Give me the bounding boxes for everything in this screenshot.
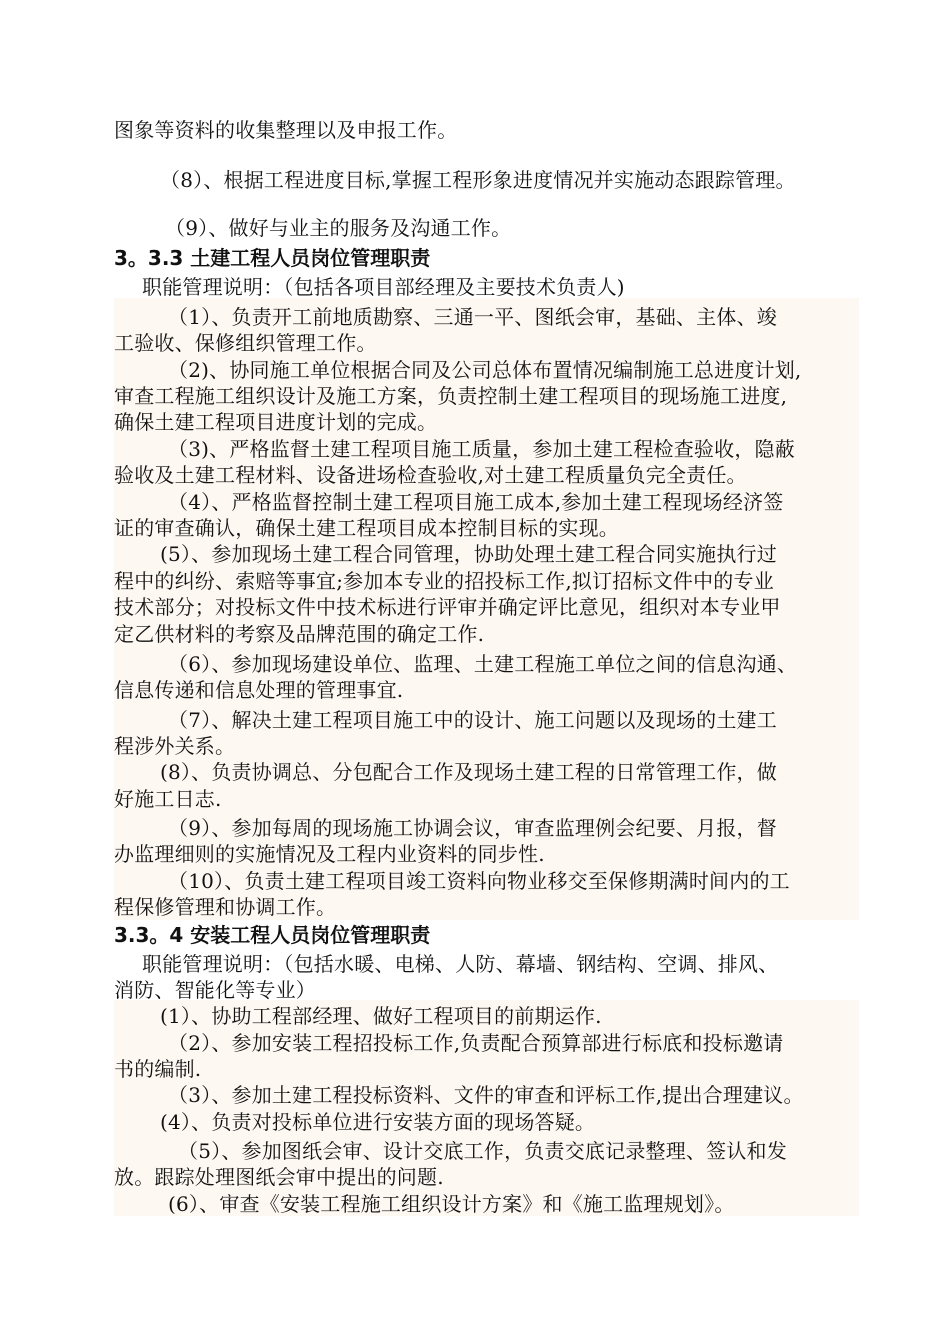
sec333-line: （9）、参加每周的现场施工协调会议，审查监理例会纪要、月报，督 bbox=[168, 816, 777, 840]
sec333-line: 审查工程施工组织设计及施工方案，负责控制土建工程项目的现场施工进度, bbox=[114, 384, 788, 408]
sec333-line: 办监理细则的实施情况及工程内业资料的同步性. bbox=[114, 842, 545, 866]
paragraph-9: （9）、做好与业主的服务及沟通工作。 bbox=[165, 216, 512, 240]
sec334-line: 放。跟踪处理图纸会审中提出的问题. bbox=[114, 1165, 444, 1189]
sec333-line: （6）、参加现场建设单位、监理、土建工程施工单位之间的信息沟通、 bbox=[168, 652, 798, 676]
section-333-intro: 职能管理说明：（包括各项目部经理及主要技术负责人) bbox=[142, 275, 625, 299]
sec333-line: 程保修管理和协调工作。 bbox=[114, 895, 337, 919]
sec334-line: (6）、审查《安装工程施工组织设计方案》和《施工监理规划》。 bbox=[168, 1192, 735, 1216]
paragraph-8: （8）、根据工程进度目标,掌握工程形象进度情况并实施动态跟踪管理。 bbox=[160, 168, 796, 192]
sec333-line: （3)、严格监督土建工程项目施工质量，参加土建工程检查验收，隐蔽 bbox=[168, 437, 795, 461]
sec333-line: 工验收、保修组织管理工作。 bbox=[114, 331, 377, 355]
sec333-line: (5）、参加现场土建工程合同管理，协助处理土建工程合同实施执行过 bbox=[160, 542, 777, 566]
sec333-line: （2)、协同施工单位根据合同及公司总体布置情况编制施工总进度计划, bbox=[168, 358, 802, 382]
sec333-line: 验收及土建工程材料、设备进场检查验收,对土建工程质量负完全责任。 bbox=[114, 463, 747, 487]
sec334-line: （2）、参加安装工程招投标工作,负责配合预算部进行标底和投标邀请 bbox=[168, 1031, 784, 1055]
sec334-line: (1）、协助工程部经理、做好工程项目的前期运作. bbox=[160, 1004, 602, 1028]
sec333-line: 确保土建工程项目进度计划的完成。 bbox=[114, 410, 438, 434]
sec333-line: 好施工日志. bbox=[114, 787, 222, 811]
sec333-line: 技术部分；对投标文件中技术标进行评审并确定评比意见，组织对本专业甲 bbox=[114, 595, 781, 619]
sec333-line: (8）、负责协调总、分包配合工作及现场土建工程的日常管理工作，做 bbox=[160, 760, 777, 784]
sec333-line: 信息传递和信息处理的管理事宜. bbox=[114, 678, 404, 702]
sec333-line: （7）、解决土建工程项目施工中的设计、施工问题以及现场的土建工 bbox=[168, 708, 777, 732]
sec333-line: 证的审查确认，确保土建工程项目成本控制目标的实现。 bbox=[114, 516, 619, 540]
sec333-line: （1）、负责开工前地质勘察、三通一平、图纸会审，基础、主体、竣 bbox=[168, 305, 777, 329]
sec333-line: （4）、严格监督控制土建工程项目施工成本,参加土建工程现场经济签 bbox=[168, 490, 784, 514]
sec333-line: 程涉外关系。 bbox=[114, 734, 236, 758]
sec333-line: 程中的纠纷、索赔等事宜;参加本专业的招投标工作,拟订招标文件中的专业 bbox=[114, 569, 774, 593]
sec334-line: (4）、负责对投标单位进行安装方面的现场答疑。 bbox=[160, 1110, 596, 1134]
sec334-line: （5）、参加图纸会审、设计交底工作，负责交底记录整理、签认和发 bbox=[178, 1139, 787, 1163]
section-334-intro-2: 消防、智能化等专业） bbox=[114, 978, 316, 1002]
section-334-heading: 3.3。4 安装工程人员岗位管理职责 bbox=[114, 923, 431, 947]
section-333-heading: 3。3.3 土建工程人员岗位管理职责 bbox=[114, 246, 431, 270]
sec334-line: 书的编制. bbox=[114, 1057, 202, 1081]
sec334-line: （3）、参加土建工程投标资料、文件的审查和评标工作,提出合理建议。 bbox=[168, 1083, 804, 1107]
sec333-line: （10）、负责土建工程项目竣工资料向物业移交至保修期满时间内的工 bbox=[168, 869, 790, 893]
paragraph-7-tail: 图象等资料的收集整理以及申报工作。 bbox=[114, 118, 458, 142]
section-334-intro-1: 职能管理说明：（包括水暖、电梯、人防、幕墙、钢结构、空调、排风、 bbox=[142, 952, 779, 976]
sec333-line: 定乙供材料的考察及品牌范围的确定工作. bbox=[114, 622, 485, 646]
